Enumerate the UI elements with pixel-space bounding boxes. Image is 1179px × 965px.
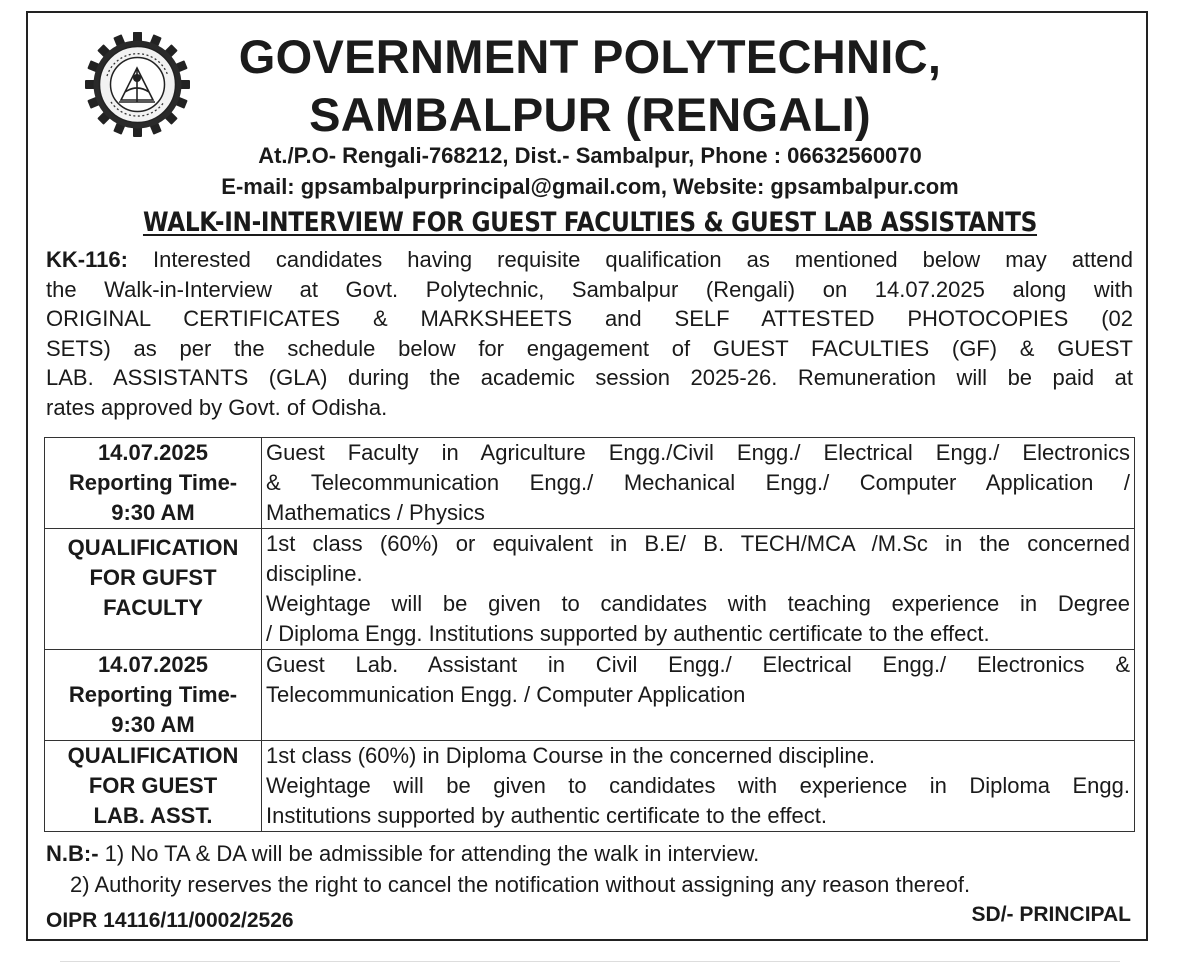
schedule-date-cell: 14.07.2025 Reporting Time- 9:30 AM <box>45 650 262 741</box>
note-1: N.B:- 1) No TA & DA will be admissible for attending the walk in interview. <box>46 841 760 866</box>
intro-line: KK-116: Interested candidates having requisite qualification as mentioned below may attend <box>46 247 1133 272</box>
intro-line: the Walk-in-Interview at Govt. Polytechnic, Sambalpur (Rengali) on 14.07.2025 along with <box>46 276 1133 302</box>
table-row <box>45 741 1135 832</box>
nb-label: N.B:- <box>46 841 99 866</box>
institute-name-line2: SAMBALPUR (RENGALI) <box>309 88 871 141</box>
principal-signature: SD/- PRINCIPAL <box>971 903 1131 926</box>
notice-headline: WALK-IN-INTERVIEW FOR GUEST FACULTIES & GUEST LAB ASSISTANTS <box>142 207 1038 238</box>
qualification-label-cell: QUALIFICATION FOR GUFST FACULTY <box>45 529 262 650</box>
table-row <box>45 650 1135 741</box>
intro-line: SETS) as per the schedule below for engagement of GUEST FACULTIES (GF) & GUEST <box>46 335 1133 361</box>
schedule-table <box>44 437 1135 832</box>
college-seal-icon <box>85 32 190 137</box>
table-row <box>45 529 1135 650</box>
table-row <box>45 438 1135 529</box>
schedule-date-cell: 14.07.2025 Reporting Time- 9:30 AM <box>45 438 262 529</box>
institute-address: At./P.O- Rengali-768212, Dist.- Sambalpur, Phone : 06632560070 <box>258 143 922 168</box>
intro-line: rates approved by Govt. of Odisha. <box>46 394 388 420</box>
qualification-detail-cell: 1st class (60%) in Diploma Course in the concerned discipline. Weightage will be given to candidates with experience in Diploma Engg. Institutions supported by authentic certificate to the effect. <box>262 741 1135 832</box>
schedule-post-cell: Guest Faculty in Agriculture Engg./Civil Engg./ Electrical Engg./ Electronics & Telecommunication Engg./ Mechanical Engg./ Computer Application / Mathematics / Physics <box>262 438 1135 529</box>
notice-ref: KK-116: <box>46 247 128 272</box>
schedule-post-cell: Guest Lab. Assistant in Civil Engg./ Electrical Engg./ Electronics & Telecommunication Engg. / Computer Application <box>262 650 1135 741</box>
divider <box>60 961 1120 962</box>
qualification-label-cell: QUALIFICATION FOR GUEST LAB. ASST. <box>45 741 262 832</box>
institute-name-line1: GOVERNMENT POLYTECHNIC, <box>238 30 942 83</box>
qualification-detail-cell: 1st class (60%) or equivalent in B.E/ B. TECH/MCA /M.Sc in the concerned discipline. Weightage will be given to candidates with teaching experience in Degree / Diploma Engg. Institutions supported by authentic certificate to the effect. <box>262 529 1135 650</box>
oipr-number: OIPR 14116/11/0002/2526 <box>46 909 294 932</box>
notice-intro <box>46 245 1133 422</box>
note-2: 2) Authority reserves the right to cancel the notification without assigning any reason thereof. <box>70 872 971 897</box>
institute-contact: E-mail: gpsambalpurprincipal@gmail.com, Website: gpsambalpur.com <box>221 174 959 199</box>
intro-line: LAB. ASSISTANTS (GLA) during the academic session 2025-26. Remuneration will be paid at <box>46 365 1133 390</box>
intro-line: ORIGINAL CERTIFICATES & MARKSHEETS and SELF ATTESTED PHOTOCOPIES (02 <box>46 306 1133 331</box>
